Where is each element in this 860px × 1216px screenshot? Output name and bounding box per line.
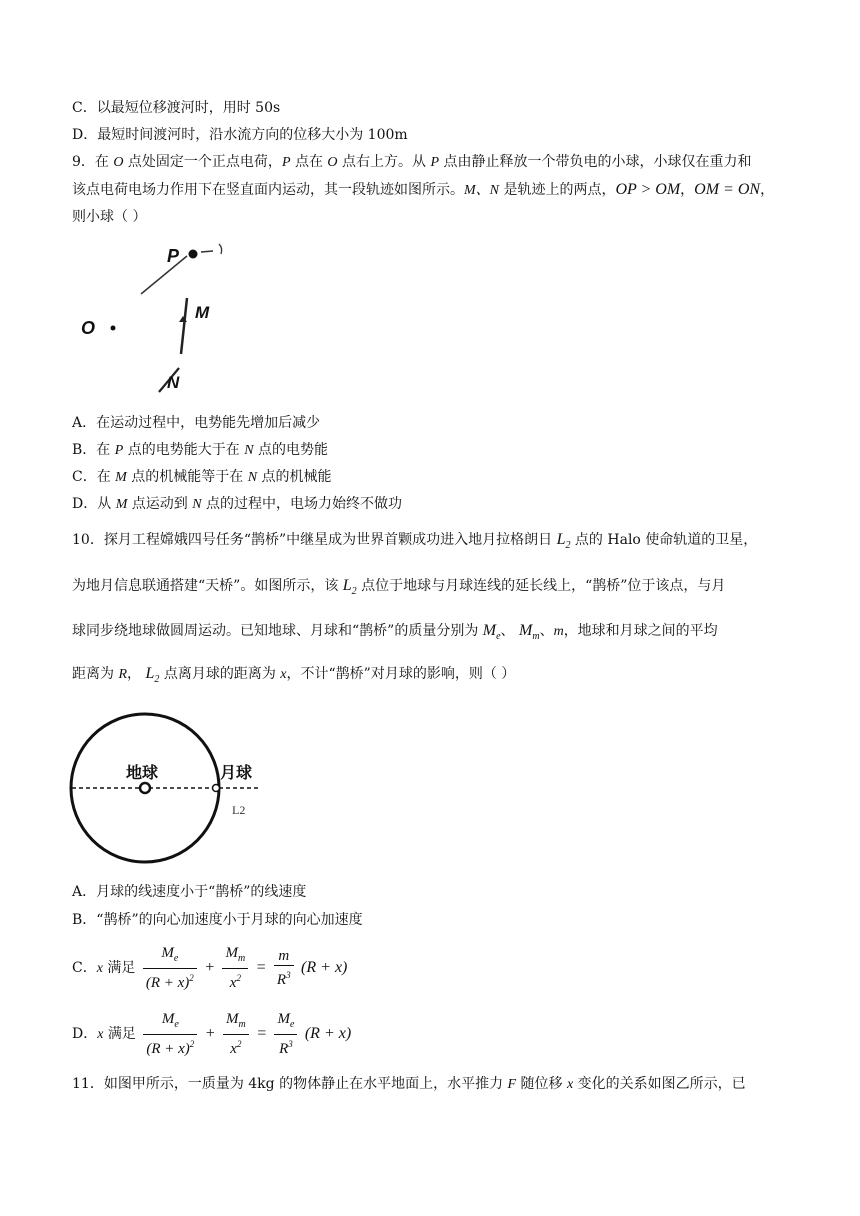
q9-option-a: A．在运动过程中，电势能先增加后减少 bbox=[72, 415, 321, 431]
point-p-dot bbox=[189, 250, 198, 259]
q10-stem-line2: 为地月信息联通搭建“天桥”。如图所示，该 $L_2$ 点位于地球与月球连线的延长线上，“鹊桥”位于该点，与月 bbox=[72, 577, 726, 597]
label-earth: 地球 bbox=[126, 763, 159, 782]
label-p: P bbox=[167, 246, 180, 266]
q10-orbit-figure bbox=[68, 710, 268, 870]
q9-trajectory-figure bbox=[75, 232, 245, 402]
q10-option-c: C．x 满足 $\frac{M_e}{(R + x)^2}$ + $\frac{M_m}{x^2}$ = $\frac{m}{R^3}$ (R + x) bbox=[72, 945, 348, 991]
point-o-dot bbox=[111, 326, 116, 331]
label-moon: 月球 bbox=[220, 763, 253, 782]
q9-option-d: D．从 M 点运动到 N 点的过程中，电场力始终不做功 bbox=[72, 496, 403, 512]
q11-stem-line1: 11．如图甲所示，一质量为 4kg 的物体静止在水平地面上，水平推力 F 随位移 x 变化的关系如图乙所示，已 bbox=[72, 1076, 746, 1092]
tick-mark bbox=[201, 251, 213, 252]
earth-dot bbox=[140, 783, 150, 793]
q9-stem-line2: 该点电荷电场力作用下在竖直面内运动，其一段轨迹如图所示。M、N 是轨迹上的两点，OP > OM，OM = ON， bbox=[72, 181, 775, 198]
fraction-rhs-term: $\frac{M_e}{R^3}$ bbox=[274, 1010, 297, 1058]
label-l2: L2 bbox=[232, 803, 246, 817]
q10-stem-line3: 球同步绕地球做圆周运动。已知地球、月球和“鹊桥”的质量分别为 $M_e$、 $M_m$、m，地球和月球之间的平均 bbox=[72, 622, 718, 642]
q10-option-b: B．“鹊桥”的向心加速度小于月球的向心加速度 bbox=[72, 912, 363, 928]
q9-stem-line3: 则小球（ ） bbox=[72, 209, 147, 225]
q9-option-b: B．在 P 点的电势能大于在 N 点的电势能 bbox=[72, 442, 329, 458]
moon-dot bbox=[213, 785, 220, 792]
q10-stem-line1: 10．探月工程嫦娥四号任务“鹊桥”中继星成为世界首颗成功进入地月拉格朗日 $L_2$ 点的 Halo 使命轨道的卫星， bbox=[72, 531, 758, 551]
q10-option-a: A．月球的线速度小于“鹊桥”的线速度 bbox=[72, 884, 307, 900]
q10-option-d: D．x 满足 $\frac{M_e}{(R + x)^2}$ + $\frac{M_m}{x^2}$ = $\frac{M_e}{R^3}$ (R + x) bbox=[72, 1011, 352, 1057]
q8-option-d: D．最短时间渡河时，沿水流方向的位移大小为 100m bbox=[72, 127, 408, 143]
fraction-earth-term: $\frac{M_e}{(R + x)^2}$ bbox=[143, 1010, 197, 1058]
q9-stem-line1: 9．在 O 点处固定一个正点电荷，P 点在 O 点右上方。从 P 点由静止释放一个带负电的小球，小球仅在重力和 bbox=[72, 154, 752, 170]
fraction-earth-term: $\frac{M_e}{(R + x)^2}$ bbox=[143, 944, 197, 992]
trajectory-curve-upper bbox=[141, 256, 187, 294]
label-n: N bbox=[167, 373, 180, 392]
label-o: O bbox=[81, 318, 96, 338]
q10-stem-line4: 距离为 R， $L_2$ 点离月球的距离为 x，不计“鹊桥”对月球的影响，则（ ） bbox=[72, 665, 516, 685]
fraction-moon-term: $\frac{M_m}{x^2}$ bbox=[223, 1010, 249, 1058]
q8-option-c: C．以最短位移渡河时，用时 50s bbox=[72, 100, 281, 116]
trajectory-curve-middle bbox=[181, 298, 187, 354]
label-m: M bbox=[195, 303, 210, 322]
fraction-moon-term: $\frac{M_m}{x^2}$ bbox=[222, 944, 248, 992]
fraction-rhs-term: $\frac{m}{R^3}$ bbox=[274, 947, 294, 989]
q9-option-c: C．在 M 点的机械能等于在 N 点的机械能 bbox=[72, 469, 332, 485]
